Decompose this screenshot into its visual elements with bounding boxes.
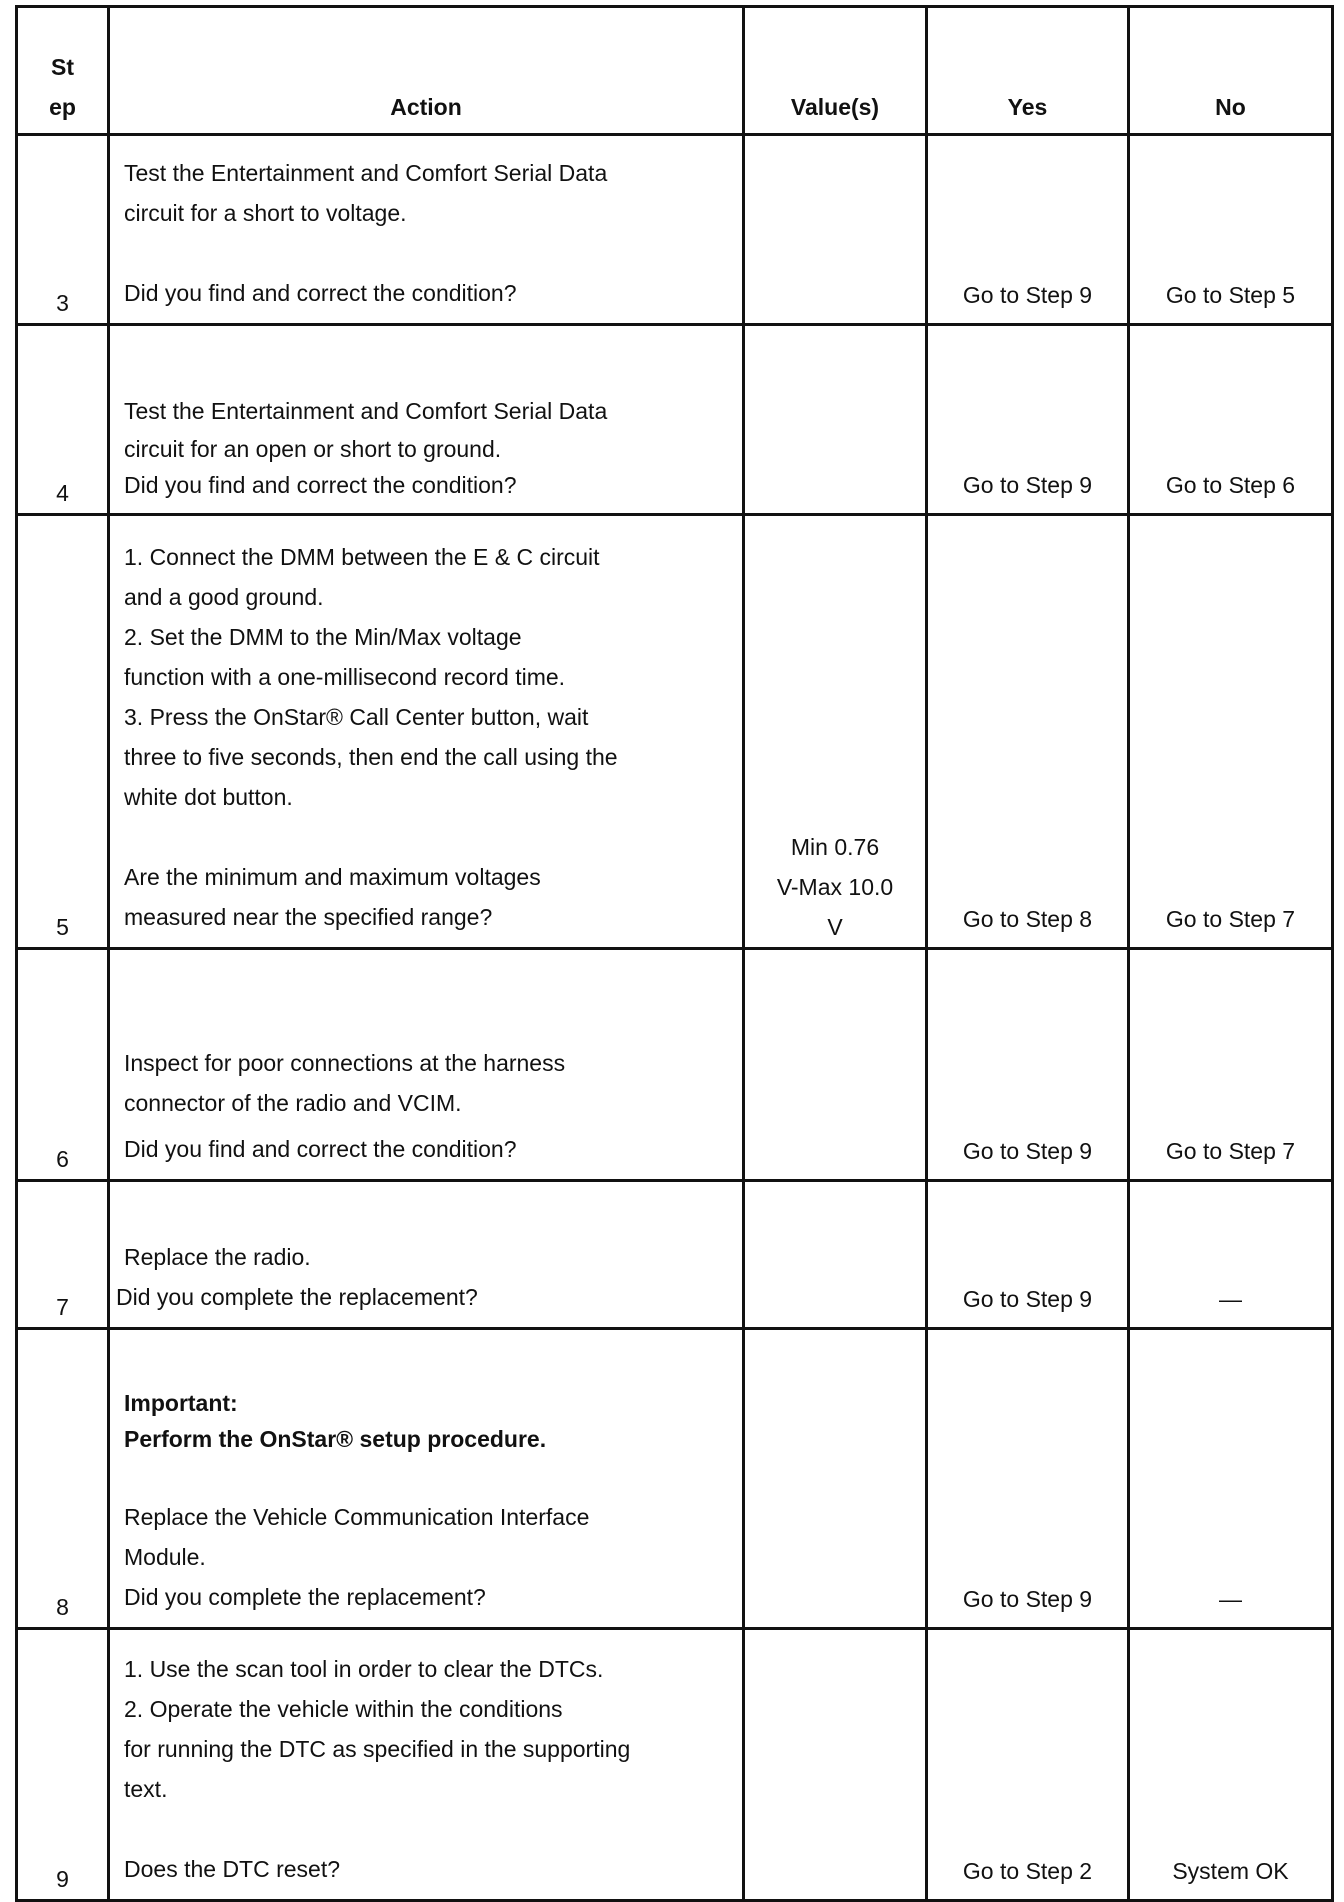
action-line: white dot button. [124,784,293,810]
table-row [17,949,1333,1181]
header-action: Action [109,7,744,135]
yes-cell: Go to Step 9 [927,135,1129,325]
action-line: 1. Connect the DMM between the E & C circuit [124,544,600,570]
action-line: circuit for an open or short to ground. [124,436,502,462]
no-cell: Go to Step 7 [1129,515,1333,949]
values-cell [744,1629,927,1901]
diagnostic-table [15,5,1334,1902]
action-line: three to five seconds, then end the call using the [124,744,618,770]
action-line: text. [124,1776,168,1802]
header-yes: Yes [927,7,1129,135]
action-question: Did you find and correct the condition? [124,472,517,498]
action-cell [109,1629,744,1901]
action-line: circuit for a short to voltage. [124,200,407,226]
yes-cell: Go to Step 9 [927,1181,1129,1329]
values-cell [744,949,927,1181]
action-line: and a good ground. [124,584,324,610]
action-line: Inspect for poor connections at the harness [124,1050,566,1076]
action-cell [109,515,744,949]
step-number: 6 [17,949,109,1181]
yes-cell: Go to Step 9 [927,1329,1129,1629]
no-cell: Go to Step 7 [1129,949,1333,1181]
values-cell [744,1181,927,1329]
values-cell [744,325,927,515]
header-values: Value(s) [744,7,927,135]
step-number: 7 [17,1181,109,1329]
table-row [17,325,1333,515]
important-note: Perform the OnStar® setup procedure. [124,1426,547,1452]
action-question: Does the DTC reset? [124,1856,341,1882]
step-number: 9 [17,1629,109,1901]
action-line: function with a one-millisecond record time. [124,664,566,690]
header-row [17,7,1333,135]
header-step-line1: St [51,54,74,80]
action-cell [109,1181,744,1329]
important-label: Important: [124,1390,238,1416]
yes-cell: Go to Step 8 [927,515,1129,949]
value-line: Min 0.76 [790,834,880,860]
table-row [17,1181,1333,1329]
action-line: 2. Operate the vehicle within the conditions [124,1696,563,1722]
action-cell [109,1329,744,1629]
action-cell [109,949,744,1181]
yes-cell: Go to Step 9 [927,949,1129,1181]
action-line: 1. Use the scan tool in order to clear the DTCs. [124,1656,604,1682]
action-line: connector of the radio and VCIM. [124,1090,462,1116]
step-number: 8 [17,1329,109,1629]
table-row [17,515,1333,949]
action-question: Did you complete the replacement? [124,1584,486,1610]
no-cell: — [1129,1329,1333,1629]
step-number: 4 [17,325,109,515]
table-row [17,1329,1333,1629]
action-line: Replace the Vehicle Communication Interface [124,1504,590,1530]
no-cell: System OK [1129,1629,1333,1901]
yes-cell: Go to Step 2 [927,1629,1129,1901]
action-line: Test the Entertainment and Comfort Serial Data [124,398,608,424]
action-question: Did you complete the replacement? [116,1284,478,1310]
action-cell [109,325,744,515]
action-line: Test the Entertainment and Comfort Serial Data [124,160,608,186]
action-cell [109,135,744,325]
action-question: Did you find and correct the condition? [124,1136,517,1162]
values-cell [744,1329,927,1629]
values-cell [744,515,927,949]
no-cell: Go to Step 5 [1129,135,1333,325]
value-line: V [827,914,843,940]
action-line: Replace the radio. [124,1244,311,1270]
header-step [17,7,109,135]
action-question: Did you find and correct the condition? [124,280,517,306]
action-question: measured near the specified range? [124,904,493,930]
table-row [17,135,1333,325]
action-line: for running the DTC as specified in the supporting [124,1736,631,1762]
values-cell [744,135,927,325]
yes-cell: Go to Step 9 [927,325,1129,515]
step-number: 5 [17,515,109,949]
action-line: 2. Set the DMM to the Min/Max voltage [124,624,522,650]
value-line: V-Max 10.0 [776,874,894,900]
action-line: Module. [124,1544,206,1570]
step-number: 3 [17,135,109,325]
header-no: No [1129,7,1333,135]
action-line: 3. Press the OnStar® Call Center button, wait [124,704,589,730]
no-cell: — [1129,1181,1333,1329]
no-cell: Go to Step 6 [1129,325,1333,515]
header-step-line2: ep [49,94,76,120]
table-row [17,1629,1333,1901]
action-question: Are the minimum and maximum voltages [124,864,541,890]
